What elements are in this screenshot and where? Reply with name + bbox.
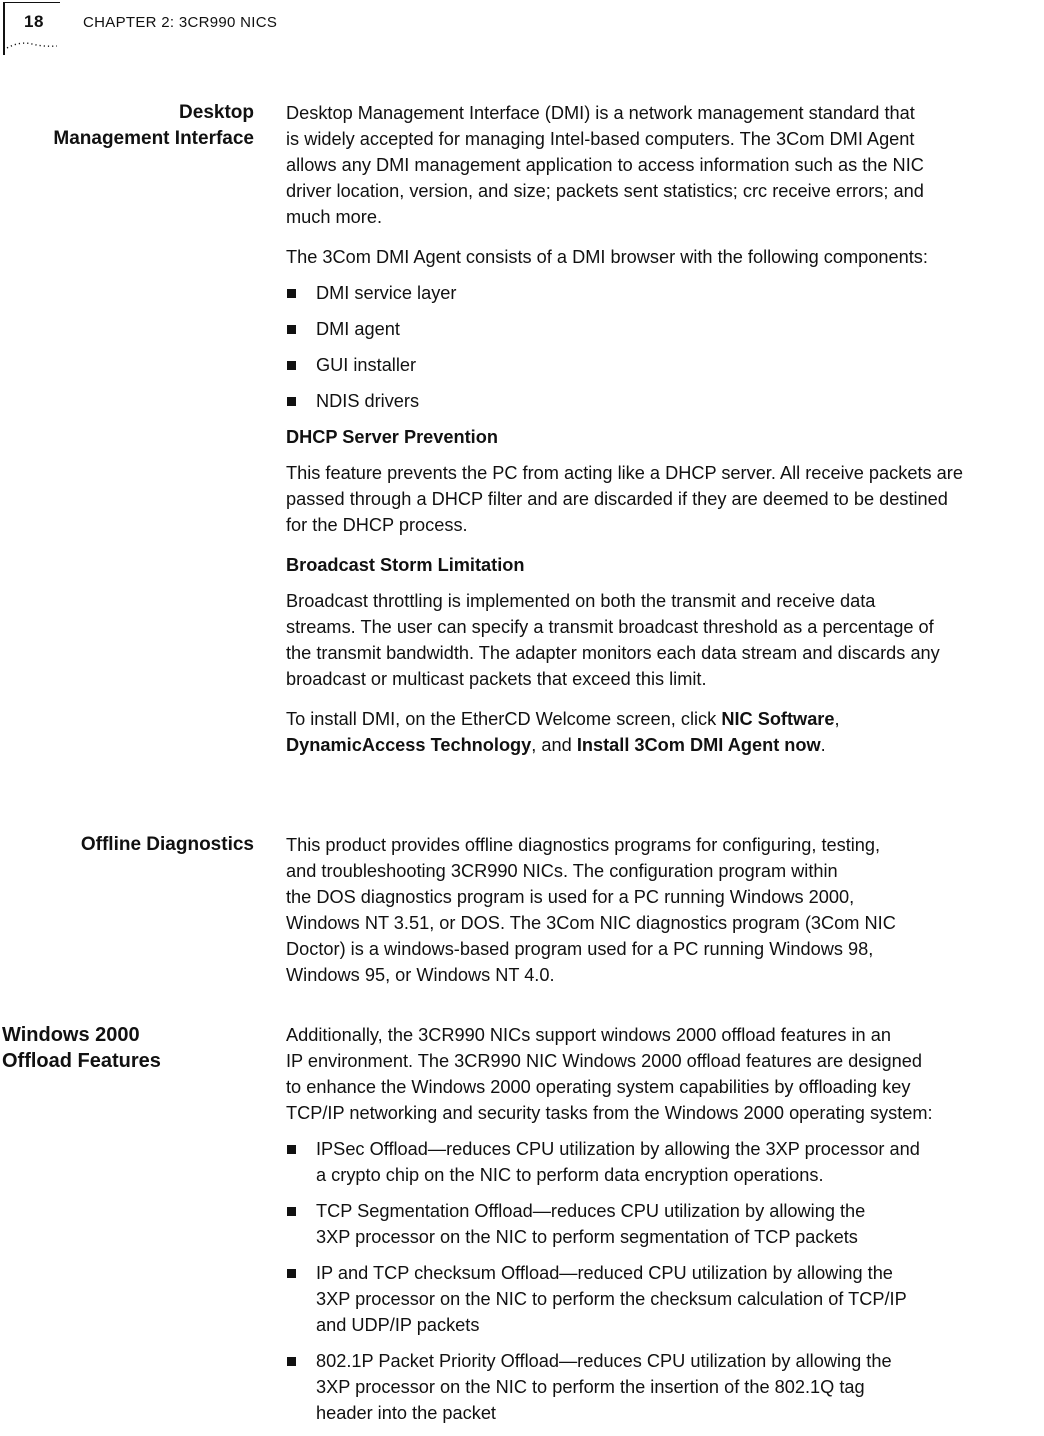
bullet-square-icon: [287, 289, 296, 298]
list-item: DMI service layer: [286, 280, 1044, 306]
section-body-offline: [286, 832, 1044, 1002]
list-item: GUI installer: [286, 352, 1044, 378]
list-item: DMI agent: [286, 316, 1044, 342]
list-item: IPSec Offload—reduces CPU utilization by allowing the 3XP processor and a crypto chip on the NIC to perform data encryption operations.: [286, 1136, 1044, 1188]
dmi-intro: Desktop Management Interface (DMI) is a network management standard that is widely accepted for managing Intel-based computers. The 3Com DMI Agent allows any DMI management application to access information such as the NIC driver location, version, and size; packets sent statistics; crc receive errors; and much more.: [286, 103, 924, 227]
bullet-square-icon: [287, 397, 296, 406]
list-item: 802.1P Packet Priority Offload—reduces CPU utilization by allowing the 3XP processor on the NIC to perform the insertion of the 802.1Q tag header into the packet: [286, 1348, 1044, 1426]
bullet-square-icon: [287, 1357, 296, 1366]
section-heading-windows-2000: Windows 2000 Offload Features: [2, 1024, 161, 1072]
bullet-square-icon: [287, 325, 296, 334]
section-heading-offline: Offline Diagnostics: [80, 834, 254, 855]
install-instructions: To install DMI, on the EtherCD Welcome screen, click NIC Software, DynamicAccess Technology, and Install 3Com DMI Agent now.: [286, 709, 840, 755]
components-list: [286, 280, 1044, 414]
section-heading-dmi: Desktop Management Interface: [53, 102, 254, 149]
bullet-square-icon: [287, 361, 296, 370]
windows-2000-intro: Additionally, the 3CR990 NICs support windows 2000 offload features in an IP environment. The 3CR990 NIC Windows 2000 offload features are designed to enhance the Windows 2000 operating system capabilities by offloading key TCP/IP networking and security tasks from the Windows 2000 operating system:: [286, 1025, 933, 1123]
page-header: [0, 0, 1044, 60]
section-body-dmi: [286, 100, 1044, 772]
list-item: NDIS drivers: [286, 388, 1044, 414]
list-item: TCP Segmentation Offload—reduces CPU utilization by allowing the 3XP processor on the NIC to perform segmentation of TCP packets: [286, 1198, 1044, 1250]
menu-option-nic-software: NIC Software: [721, 709, 835, 729]
subheading-broadcast: Broadcast Storm Limitation: [286, 555, 525, 575]
menu-option-dynamicaccess: DynamicAccess Technology: [286, 735, 532, 755]
components-intro: The 3Com DMI Agent consists of a DMI browser with the following components:: [286, 247, 928, 267]
offload-features-list: [286, 1136, 1044, 1426]
menu-option-install-dmi-agent: Install 3Com DMI Agent now: [576, 735, 821, 755]
bullet-square-icon: [287, 1269, 296, 1278]
dotted-arc-decoration: [6, 40, 58, 50]
offline-text: This product provides offline diagnostics programs for configuring, testing, and troubleshooting 3CR990 NICs. The configuration program within the DOS diagnostics program is used for a PC running Windows 2000, Windows NT 3.51, or DOS. The 3Com NIC diagnostics program (3Com NIC Doctor) is a windows-based program used for a PC running Windows 98, Windows 95, or Windows NT 4.0.: [286, 835, 896, 985]
subheading-dhcp: DHCP Server Prevention: [286, 427, 498, 447]
dhcp-text: This feature prevents the PC from acting like a DHCP server. All receive packets are passed through a DHCP filter and are discarded if they are deemed to be destined for the DHCP process.: [286, 463, 963, 535]
page-number: 18: [24, 12, 44, 31]
broadcast-text: Broadcast throttling is implemented on both the transmit and receive data streams. The user can specify a transmit broadcast threshold as a percentage of the transmit bandwidth. The adapter monitors each data stream and discards any broadcast or multicast packets that exceed this limit.: [286, 591, 940, 689]
chapter-title: CHAPTER 2: 3CR990 NICS: [83, 14, 278, 31]
bullet-square-icon: [287, 1145, 296, 1154]
section-body-windows-2000: [286, 1022, 1044, 1436]
bullet-square-icon: [287, 1207, 296, 1216]
list-item: IP and TCP checksum Offload—reduced CPU utilization by allowing the 3XP processor on the NIC to perform the checksum calculation of TCP/IP and UDP/IP packets: [286, 1260, 1044, 1338]
